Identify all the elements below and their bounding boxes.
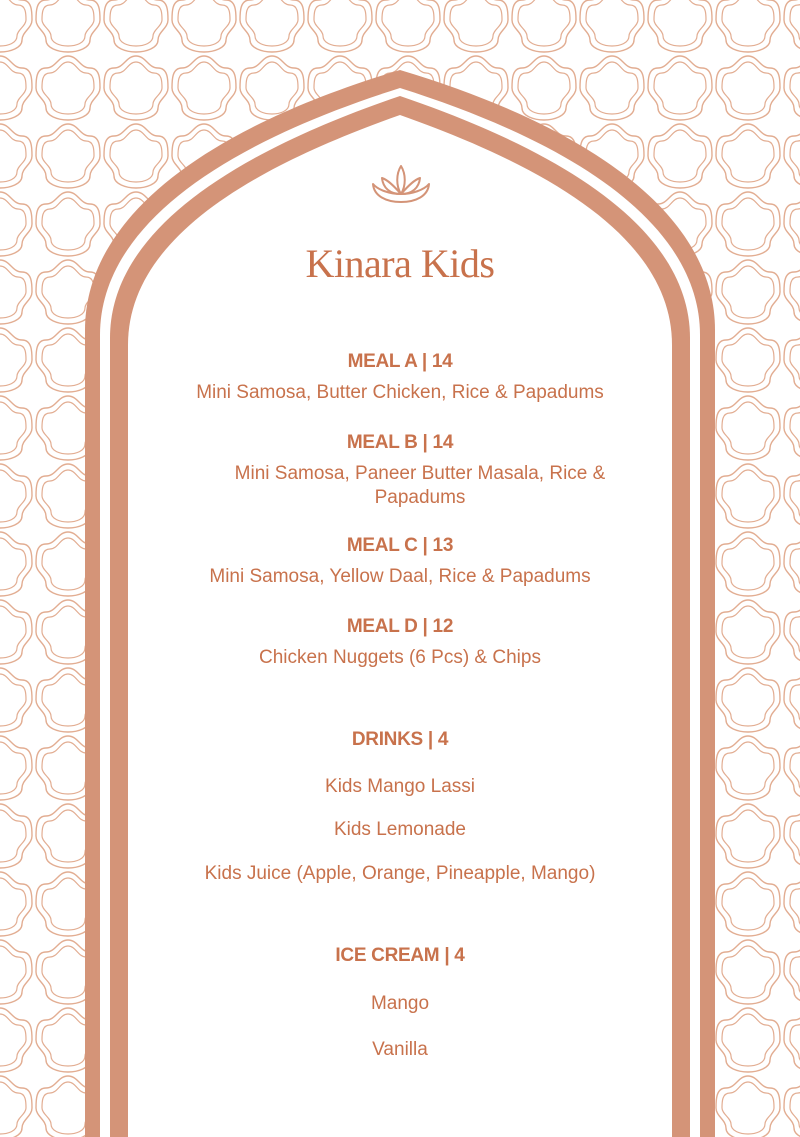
meal-d-description: Chicken Nuggets (6 Pcs) & Chips — [259, 647, 541, 668]
meal-a-description: Mini Samosa, Butter Chicken, Rice & Papadums — [196, 382, 604, 403]
ice-cream-item: Vanilla — [372, 1039, 428, 1060]
drink-item: Kids Mango Lassi — [325, 776, 475, 797]
menu-title: Kinara Kids — [305, 241, 495, 286]
meal-b-description: Mini Samosa, Paneer Butter Masala, Rice & Papadums — [234, 463, 606, 508]
meal-d-heading: MEAL D | 12 — [346, 616, 454, 637]
meal-b-heading: MEAL B | 14 — [346, 432, 454, 453]
menu-panel — [130, 0, 670, 1137]
ice-cream-item: Mango — [370, 993, 430, 1014]
ice-cream-heading: ICE CREAM | 4 — [335, 945, 465, 966]
drinks-heading: DRINKS | 4 — [351, 729, 449, 750]
drink-item: Kids Juice (Apple, Orange, Pineapple, Mango) — [204, 863, 596, 884]
meal-c-description: Mini Samosa, Yellow Daal, Rice & Papadums — [209, 566, 591, 587]
meal-a-heading: MEAL A | 14 — [347, 351, 453, 372]
drink-item: Kids Lemonade — [333, 819, 467, 840]
lotus-icon — [370, 160, 432, 210]
meal-c-heading: MEAL C | 13 — [346, 535, 454, 556]
